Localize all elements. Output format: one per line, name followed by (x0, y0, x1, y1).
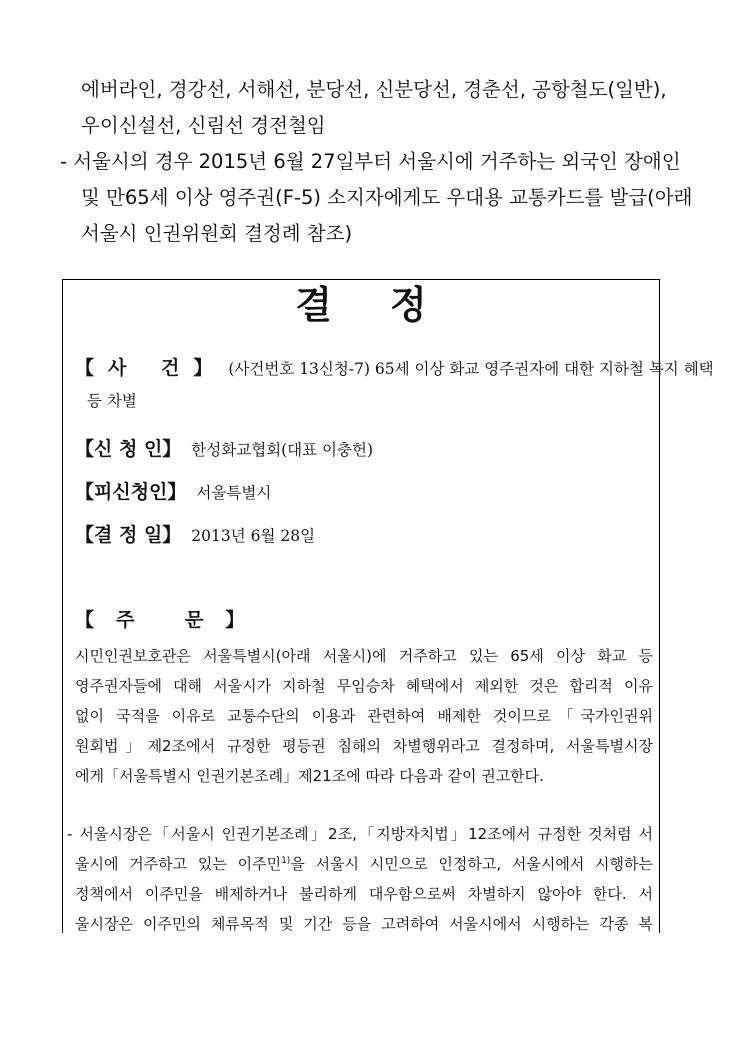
case-label: 【사 건】 (75, 357, 227, 379)
recommendation-line: - 서울시장은「서울시 인권기본조례」2조,「지방자치법」12조에서 규정한 것처럼 서 (67, 825, 653, 843)
intro-text (60, 72, 693, 252)
case-value: (사건번호 13신청-7) 65세 이상 화교 영주권자에 대한 지하철 복지 혜택 (228, 360, 714, 378)
decision-title: 결정 (295, 283, 485, 327)
respondent-value: 서울특별시 (196, 484, 272, 502)
order-line: 없이 국적을 이유로 교통수단의 이용과 관련하여 배제한 것이므로「국가인권위 (75, 707, 653, 725)
recommendation-line (67, 849, 653, 879)
order-line: 시민인권보호관은 서울특별시(아래 서울시)에 거주하고 있는 65세 이상 화교 등 (75, 647, 653, 665)
order-line: 에게「서울특별시 인권기본조례」제21조에 따라 다음과 같이 권고한다. (75, 767, 544, 785)
date-value: 2013년 6월 28일 (191, 527, 316, 545)
order-text (75, 641, 653, 791)
date-field (75, 520, 649, 551)
order-label: 【주 문】 (75, 609, 267, 631)
rec-line2-start: 울시에 거주하고 있는 이주민 (75, 855, 282, 873)
intro-line: 및 만65세 이상 영주권(F-5) 소지자에게도 우대용 교통카드를 발급(아래 (81, 186, 693, 209)
case-value-cont: 등 차별 (87, 392, 137, 410)
recommendation-line: 정책에서 이주민을 배제하거나 불리하게 대우함으로써 차별하지 않아야 한다. 서 (75, 885, 653, 903)
intro-line: - 서울시의 경우 2015년 6월 27일부터 서울시에 거주하는 외국인 장애인 (60, 150, 681, 173)
recommendation-text (67, 819, 653, 939)
recommendation-line: 울시장은 이주민의 체류목적 및 기간 등을 고려하여 서울시에서 시행하는 각종 복 (75, 915, 653, 933)
date-label: 【결 정 일】 (75, 524, 182, 546)
case-field (75, 353, 714, 418)
applicant-label: 【신 청 인】 (75, 438, 182, 460)
intro-line: 우이신설선, 신림선 경전철임 (81, 114, 326, 137)
applicant-field (75, 434, 649, 465)
intro-line: 에버라인, 경강선, 서해선, 분당선, 신분당선, 경춘선, 공항철도(일반), (81, 78, 667, 101)
order-field (75, 605, 649, 636)
rec-line2-end: 을 서울시 시민으로 인정하고, 서울시에서 시행하는 (290, 855, 653, 873)
order-line: 원회법」제2조에서 규정한 평등권 침해의 차별행위라고 결정하며, 서울특별시장 (75, 737, 653, 755)
order-line: 영주권자들에 대해 서울시가 지하철 무임승차 혜택에서 제외한 것은 합리적 이유 (75, 677, 653, 695)
respondent-field (75, 477, 649, 508)
decision-box (62, 279, 714, 933)
footnote-ref[interactable]: 1) (281, 856, 291, 866)
applicant-value: 한성화교협회(대표 이충헌) (191, 441, 374, 459)
intro-line: 서울시 인권위원회 결정례 참조) (81, 222, 353, 245)
respondent-label: 【피신청인】 (75, 481, 187, 503)
